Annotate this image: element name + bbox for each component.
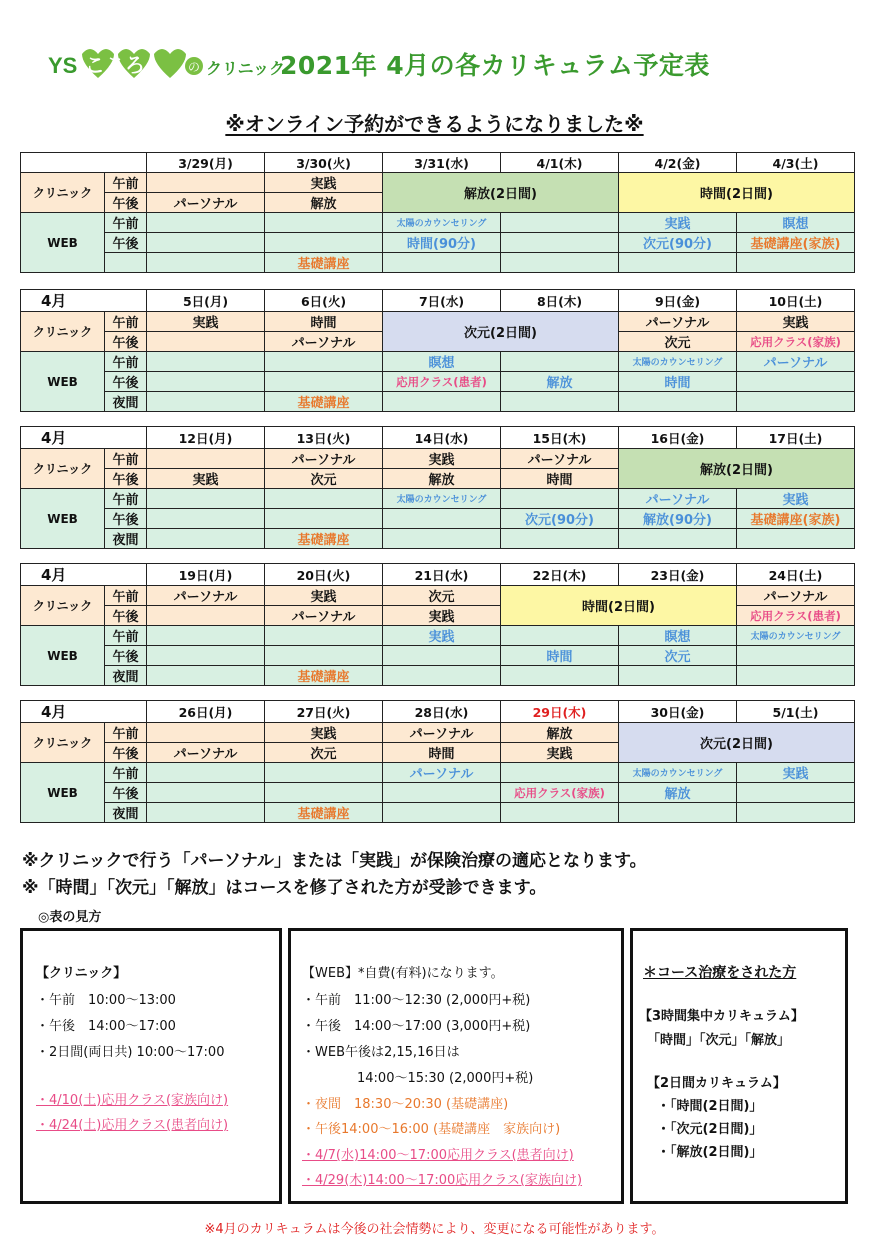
date-header: 26日(月) bbox=[147, 701, 265, 723]
web-label: WEB bbox=[21, 213, 105, 273]
box-line: 14:00～15:30 (2,000円+税) bbox=[357, 1071, 534, 1086]
legend-box-clinic bbox=[20, 928, 282, 1204]
web-cell bbox=[147, 626, 265, 646]
date-header: 21日(水) bbox=[383, 564, 501, 586]
clinic-two-day-block: 解放(2日間) bbox=[383, 173, 619, 213]
clinic-cell: 実践 bbox=[265, 723, 383, 743]
web-cell: 基礎講座(家族) bbox=[737, 509, 855, 529]
web-cell bbox=[383, 509, 501, 529]
clinic-cell: 実践 bbox=[383, 606, 501, 626]
date-header: 5日(月) bbox=[147, 290, 265, 312]
clinic-label: クリニック bbox=[21, 723, 105, 763]
date-header: 8日(木) bbox=[501, 290, 619, 312]
week-table bbox=[20, 289, 855, 412]
web-cell bbox=[147, 352, 265, 372]
web-cell bbox=[737, 803, 855, 823]
clinic-cell: パーソナル bbox=[619, 312, 737, 332]
web-cell bbox=[737, 372, 855, 392]
web-cell bbox=[265, 509, 383, 529]
date-header: 28日(水) bbox=[383, 701, 501, 723]
box-title: 【クリニック】 bbox=[36, 966, 127, 981]
web-cell: 時間(90分) bbox=[383, 233, 501, 253]
box-line: ・午後 14:00～17:00 bbox=[36, 1019, 176, 1034]
web-label: WEB bbox=[21, 489, 105, 549]
web-cell bbox=[265, 646, 383, 666]
web-cell bbox=[501, 253, 619, 273]
web-cell: 太陽のカウンセリング bbox=[383, 489, 501, 509]
web-cell bbox=[147, 529, 265, 549]
note-line: ※クリニックで行う「パーソナル」または「実践」が保険治療の適応となります。 bbox=[22, 851, 647, 871]
clinic-cell: パーソナル bbox=[265, 606, 383, 626]
box-line: ・4/24(土)応用クラス(患者向け) bbox=[36, 1118, 229, 1133]
footer-notice: ※4月のカリキュラムは今後の社会情勢により、変更になる可能性があります。 bbox=[204, 1222, 665, 1237]
clinic-cell bbox=[147, 606, 265, 626]
web-cell: 次元(90分) bbox=[501, 509, 619, 529]
web-cell: 応用クラス(家族) bbox=[501, 783, 619, 803]
web-cell: 実践 bbox=[383, 626, 501, 646]
web-cell bbox=[383, 803, 501, 823]
clinic-cell: 次元 bbox=[619, 332, 737, 352]
clinic-cell bbox=[147, 449, 265, 469]
month-label bbox=[21, 153, 147, 173]
svg-text:こころ: こころ bbox=[85, 53, 145, 77]
web-cell: 太陽のカウンセリング bbox=[737, 626, 855, 646]
web-cell bbox=[619, 253, 737, 273]
clinic-cell: 次元 bbox=[265, 469, 383, 489]
box-line: ・午後 14:00～17:00 (3,000円+税) bbox=[302, 1019, 531, 1034]
web-cell: 基礎講座 bbox=[265, 666, 383, 686]
date-header: 23日(金) bbox=[619, 564, 737, 586]
legend-heading: ◎表の見方 bbox=[38, 910, 102, 925]
web-cell: 解放 bbox=[501, 372, 619, 392]
time-slot-label: 午前 bbox=[105, 352, 147, 372]
web-cell bbox=[383, 666, 501, 686]
svg-text:の: の bbox=[188, 60, 201, 74]
online-booking-notice: ※オンライン予約ができるようになりました※ bbox=[225, 112, 644, 136]
box-title: ＊コース治療をされた方 bbox=[643, 965, 797, 981]
web-cell bbox=[147, 253, 265, 273]
web-cell bbox=[147, 763, 265, 783]
web-label: WEB bbox=[21, 763, 105, 823]
web-cell bbox=[265, 626, 383, 646]
web-cell bbox=[147, 509, 265, 529]
clinic-cell: 実践 bbox=[147, 469, 265, 489]
date-header: 10日(土) bbox=[737, 290, 855, 312]
web-cell bbox=[619, 529, 737, 549]
box-line: 【3時間集中カリキュラム】 bbox=[639, 1009, 804, 1024]
date-header: 22日(木) bbox=[501, 564, 619, 586]
web-cell bbox=[147, 392, 265, 412]
box-title: 【WEB】*自費(有料)になります。 bbox=[302, 966, 504, 981]
web-cell bbox=[147, 783, 265, 803]
date-header: 3/31(水) bbox=[383, 153, 501, 173]
date-header: 12日(月) bbox=[147, 427, 265, 449]
clinic-label: クリニック bbox=[21, 312, 105, 352]
clinic-cell: 次元 bbox=[265, 743, 383, 763]
web-cell: 基礎講座 bbox=[265, 253, 383, 273]
web-cell: パーソナル bbox=[737, 352, 855, 372]
time-slot-label: 夜間 bbox=[105, 392, 147, 412]
time-slot-label: 午前 bbox=[105, 449, 147, 469]
web-cell bbox=[501, 529, 619, 549]
time-slot-label: 夜間 bbox=[105, 529, 147, 549]
box-line: ・WEB午後は2,15,16日は bbox=[302, 1045, 460, 1060]
clinic-cell: 解放 bbox=[501, 723, 619, 743]
web-cell: 瞑想 bbox=[383, 352, 501, 372]
web-cell bbox=[619, 666, 737, 686]
box-line: 【2日間カリキュラム】 bbox=[647, 1076, 786, 1091]
web-cell: 基礎講座 bbox=[265, 392, 383, 412]
web-label: WEB bbox=[21, 352, 105, 412]
clinic-label: クリニック bbox=[21, 449, 105, 489]
date-header: 15日(木) bbox=[501, 427, 619, 449]
time-slot-label: 午前 bbox=[105, 489, 147, 509]
web-cell: 時間 bbox=[619, 372, 737, 392]
time-slot-label: 夜間 bbox=[105, 666, 147, 686]
web-cell bbox=[737, 253, 855, 273]
time-slot-label: 午後 bbox=[105, 783, 147, 803]
clinic-cell: 実践 bbox=[737, 312, 855, 332]
clinic-logo bbox=[48, 44, 286, 84]
clinic-cell: 実践 bbox=[501, 743, 619, 763]
clinic-cell: パーソナル bbox=[147, 586, 265, 606]
date-header: 30日(金) bbox=[619, 701, 737, 723]
time-slot-label: 午前 bbox=[105, 723, 147, 743]
web-cell bbox=[147, 372, 265, 392]
web-cell bbox=[383, 253, 501, 273]
time-slot-label: 午前 bbox=[105, 626, 147, 646]
web-cell: 実践 bbox=[737, 763, 855, 783]
web-cell bbox=[265, 213, 383, 233]
legend-box-course bbox=[630, 928, 848, 1204]
web-cell: パーソナル bbox=[619, 489, 737, 509]
box-line: ・4/7(水)14:00～17:00応用クラス(患者向け) bbox=[302, 1148, 574, 1163]
time-slot-label: 午後 bbox=[105, 646, 147, 666]
clinic-cell: パーソナル bbox=[383, 723, 501, 743]
date-header: 29日(木) bbox=[501, 701, 619, 723]
web-cell bbox=[501, 489, 619, 509]
clinic-cell: 時間 bbox=[265, 312, 383, 332]
web-cell bbox=[147, 489, 265, 509]
web-cell: 太陽のカウンセリング bbox=[619, 352, 737, 372]
date-header: 3/29(月) bbox=[147, 153, 265, 173]
web-cell bbox=[383, 529, 501, 549]
time-slot-label: 午前 bbox=[105, 763, 147, 783]
time-slot-label: 午後 bbox=[105, 233, 147, 253]
week-table bbox=[20, 426, 855, 549]
web-cell bbox=[147, 803, 265, 823]
time-slot-label: 午前 bbox=[105, 213, 147, 233]
week-table bbox=[20, 152, 855, 273]
clinic-cell: 応用クラス(患者) bbox=[737, 606, 855, 626]
clinic-cell: 実践 bbox=[383, 449, 501, 469]
time-slot-label: 午後 bbox=[105, 743, 147, 763]
date-header: 3/30(火) bbox=[265, 153, 383, 173]
month-label: 4月 bbox=[21, 427, 147, 449]
box-line: ・「時間(2日間)」 bbox=[657, 1099, 763, 1114]
web-cell bbox=[737, 392, 855, 412]
date-header: 24日(土) bbox=[737, 564, 855, 586]
page-header bbox=[48, 44, 828, 84]
clinic-cell: 応用クラス(家族) bbox=[737, 332, 855, 352]
web-cell: 解放 bbox=[619, 783, 737, 803]
clinic-cell: 実践 bbox=[265, 586, 383, 606]
web-cell: 実践 bbox=[737, 489, 855, 509]
clinic-cell bbox=[147, 723, 265, 743]
web-cell bbox=[501, 803, 619, 823]
box-line: ・「次元(2日間)」 bbox=[657, 1122, 763, 1137]
clinic-two-day-block: 次元(2日間) bbox=[619, 723, 855, 763]
web-cell: 太陽のカウンセリング bbox=[619, 763, 737, 783]
clinic-cell: 時間 bbox=[383, 743, 501, 763]
box-line: 「時間」「次元」「解放」 bbox=[647, 1033, 791, 1048]
clinic-cell: パーソナル bbox=[501, 449, 619, 469]
date-header: 7日(水) bbox=[383, 290, 501, 312]
box-line: ・4/29(木)14:00～17:00応用クラス(家族向け) bbox=[302, 1173, 583, 1188]
date-header: 27日(火) bbox=[265, 701, 383, 723]
web-cell bbox=[619, 803, 737, 823]
date-header: 9日(金) bbox=[619, 290, 737, 312]
date-header: 16日(金) bbox=[619, 427, 737, 449]
web-cell: 実践 bbox=[619, 213, 737, 233]
clinic-cell: パーソナル bbox=[265, 449, 383, 469]
web-cell bbox=[501, 213, 619, 233]
web-cell bbox=[383, 646, 501, 666]
clinic-cell: パーソナル bbox=[265, 332, 383, 352]
date-header: 4/2(金) bbox=[619, 153, 737, 173]
date-header: 6日(火) bbox=[265, 290, 383, 312]
web-cell: 基礎講座 bbox=[265, 803, 383, 823]
web-cell bbox=[265, 489, 383, 509]
web-cell bbox=[501, 666, 619, 686]
week-table bbox=[20, 700, 855, 823]
web-cell bbox=[501, 392, 619, 412]
web-cell bbox=[737, 783, 855, 803]
web-cell: 基礎講座(家族) bbox=[737, 233, 855, 253]
clinic-cell: 時間 bbox=[501, 469, 619, 489]
time-slot-label: 夜間 bbox=[105, 803, 147, 823]
box-line: ・午前 10:00～13:00 bbox=[36, 993, 176, 1008]
web-cell: 時間 bbox=[501, 646, 619, 666]
web-cell: 次元(90分) bbox=[619, 233, 737, 253]
web-cell bbox=[737, 529, 855, 549]
clinic-cell: 実践 bbox=[147, 312, 265, 332]
box-line: ・「解放(2日間)」 bbox=[657, 1145, 763, 1160]
box-line: ・午前 11:00～12:30 (2,000円+税) bbox=[302, 993, 531, 1008]
time-slot-label: 午後 bbox=[105, 372, 147, 392]
web-cell bbox=[147, 213, 265, 233]
date-header: 20日(火) bbox=[265, 564, 383, 586]
web-cell bbox=[501, 763, 619, 783]
time-slot-label: 午前 bbox=[105, 173, 147, 193]
web-cell bbox=[383, 783, 501, 803]
time-slot-label: 午後 bbox=[105, 193, 147, 213]
time-slot-label: 午後 bbox=[105, 469, 147, 489]
date-header: 4/1(木) bbox=[501, 153, 619, 173]
clinic-label: クリニック bbox=[21, 586, 105, 626]
time-slot-label: 午後 bbox=[105, 332, 147, 352]
month-label: 4月 bbox=[21, 290, 147, 312]
web-cell: 太陽のカウンセリング bbox=[383, 213, 501, 233]
clinic-cell: 解放 bbox=[383, 469, 501, 489]
date-header: 13日(火) bbox=[265, 427, 383, 449]
note-line: ※「時間」「次元」「解放」はコースを修了された方が受診できます。 bbox=[22, 878, 547, 898]
date-header: 4/3(土) bbox=[737, 153, 855, 173]
web-cell bbox=[501, 626, 619, 646]
time-slot-label: 午前 bbox=[105, 586, 147, 606]
time-slot-label: 午後 bbox=[105, 606, 147, 626]
box-line: ・午後14:00～16:00 (基礎講座 家族向け) bbox=[302, 1122, 561, 1137]
web-cell bbox=[737, 646, 855, 666]
box-line: ・夜間 18:30～20:30 (基礎講座) bbox=[302, 1097, 509, 1112]
clinic-two-day-block: 時間(2日間) bbox=[619, 173, 855, 213]
web-cell bbox=[147, 666, 265, 686]
clinic-cell: パーソナル bbox=[147, 193, 265, 213]
date-header: 14日(水) bbox=[383, 427, 501, 449]
web-cell bbox=[147, 233, 265, 253]
time-slot-label: 午前 bbox=[105, 312, 147, 332]
clinic-label: クリニック bbox=[21, 173, 105, 213]
web-cell bbox=[501, 352, 619, 372]
clinic-cell: パーソナル bbox=[737, 586, 855, 606]
clinic-cell bbox=[147, 173, 265, 193]
web-cell bbox=[501, 233, 619, 253]
week-table bbox=[20, 563, 855, 686]
clinic-cell: 解放 bbox=[265, 193, 383, 213]
web-cell bbox=[147, 646, 265, 666]
web-cell: 解放(90分) bbox=[619, 509, 737, 529]
box-line: ・2日間(両日共) 10:00～17:00 bbox=[36, 1045, 225, 1060]
web-cell bbox=[737, 666, 855, 686]
page-title: 2021年 4月の各カリキュラム予定表 bbox=[280, 51, 710, 80]
web-cell bbox=[265, 783, 383, 803]
clinic-two-day-block: 解放(2日間) bbox=[619, 449, 855, 489]
clinic-cell: 実践 bbox=[265, 173, 383, 193]
clinic-two-day-block: 時間(2日間) bbox=[501, 586, 737, 626]
clinic-cell: パーソナル bbox=[147, 743, 265, 763]
web-cell: 次元 bbox=[619, 646, 737, 666]
web-cell bbox=[383, 392, 501, 412]
clinic-two-day-block: 次元(2日間) bbox=[383, 312, 619, 352]
web-cell: 基礎講座 bbox=[265, 529, 383, 549]
web-cell: 瞑想 bbox=[737, 213, 855, 233]
time-slot-label: 午後 bbox=[105, 509, 147, 529]
web-cell: パーソナル bbox=[383, 763, 501, 783]
legend-box-web bbox=[288, 928, 624, 1204]
clinic-cell bbox=[147, 332, 265, 352]
web-cell: 応用クラス(患者) bbox=[383, 372, 501, 392]
date-header: 5/1(土) bbox=[737, 701, 855, 723]
month-label: 4月 bbox=[21, 564, 147, 586]
box-line: ・4/10(土)応用クラス(家族向け) bbox=[36, 1093, 229, 1108]
web-label: WEB bbox=[21, 626, 105, 686]
svg-text:YS: YS bbox=[48, 53, 78, 78]
date-header: 17日(土) bbox=[737, 427, 855, 449]
date-header: 19日(月) bbox=[147, 564, 265, 586]
web-cell bbox=[265, 763, 383, 783]
month-label: 4月 bbox=[21, 701, 147, 723]
insurance-notes bbox=[22, 848, 647, 902]
web-cell bbox=[265, 233, 383, 253]
web-cell: 瞑想 bbox=[619, 626, 737, 646]
web-cell bbox=[265, 352, 383, 372]
clinic-cell: 次元 bbox=[383, 586, 501, 606]
web-cell bbox=[265, 372, 383, 392]
time-slot-label bbox=[105, 253, 147, 273]
web-cell bbox=[619, 392, 737, 412]
svg-text:クリニック: クリニック bbox=[206, 59, 286, 78]
